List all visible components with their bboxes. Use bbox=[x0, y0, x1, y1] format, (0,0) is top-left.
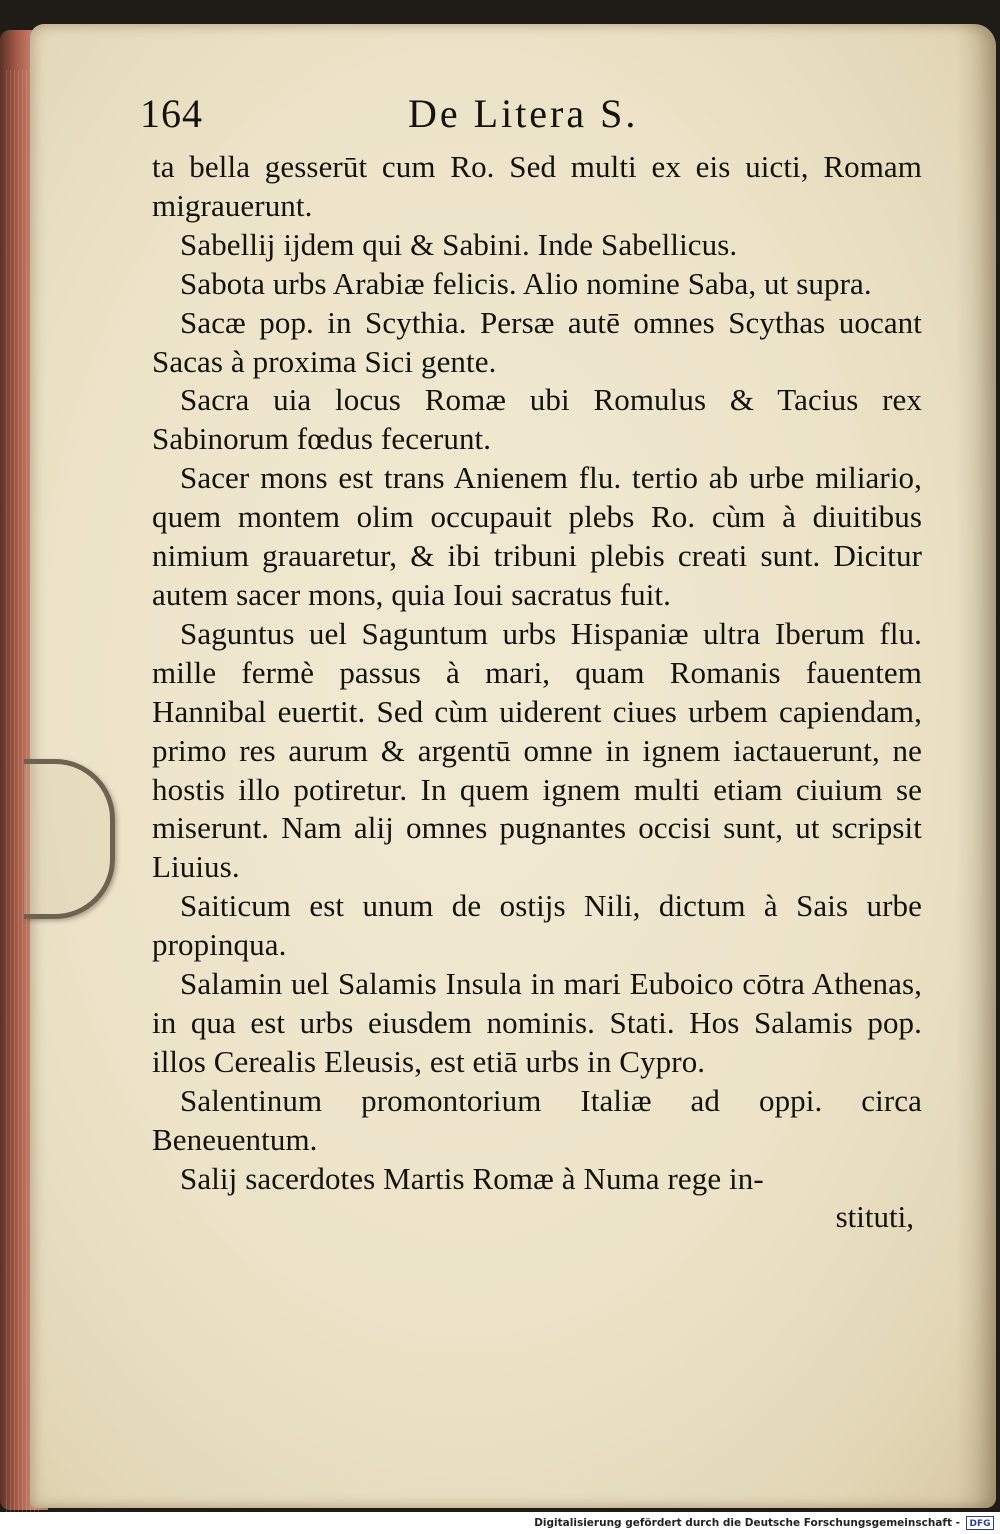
entry-salij: Salij sacerdotes Martis Romæ à Numa rege in- bbox=[180, 1160, 764, 1196]
entry-continuation: ta bella gesserūt cum Ro. Sed multi ex eis uicti, Romam migrauerunt. bbox=[152, 149, 922, 223]
page-gutter-shadow bbox=[956, 24, 996, 1508]
entry-salentinum: Salentinum promontorium Italiæ ad oppi. circa Beneuentum. bbox=[152, 1082, 922, 1157]
entry-salamin: Salamin uel Salamis Insula in mari Euboico cōtra Athenas, in qua est urbs eiusdem nominis. Stati. Hos Salamis pop. illos Cerealis Eleusis, est etiā urbs in Cypro. bbox=[152, 966, 922, 1079]
book-clasp bbox=[24, 759, 115, 919]
catchword: stituti, bbox=[835, 1199, 914, 1235]
running-head bbox=[140, 90, 922, 148]
entry-sabota: Sabota urbs Arabiæ felicis. Alio nomine Saba, ut supra. bbox=[180, 265, 872, 301]
running-head-title: De Litera S. bbox=[408, 91, 639, 136]
entry-saguntus: Saguntus uel Saguntum urbs Hispaniæ ultra Iberum flu. mille fermè passus à mari, quam Romanis fauentem Hannibal euertit. Sed cùm uiderent ciues urbem capiendam, primo res aurum & argentū omne in ignem iactauerunt, ne hostis illo potiretur. In quem ignem multi etiam ciuium se miserunt. Nam alij omnes pugnantes occisi sunt, ut scripsit Liuius. bbox=[152, 615, 922, 885]
entry-sacra-uia: Sacra uia locus Romæ ubi Romulus & Tacius rex Sabinorum fœdus fecerunt. bbox=[152, 382, 922, 457]
page-content bbox=[140, 90, 922, 1237]
text-body bbox=[152, 148, 922, 1198]
entry-sacae: Sacæ pop. in Scythia. Persæ autē omnes Scythas uocant Sacas à proxima Sici gente. bbox=[152, 304, 922, 379]
funding-footer bbox=[0, 1512, 1000, 1534]
funding-notice: Digitalisierung gefördert durch die Deutsche Forschungsgemeinschaft - bbox=[534, 1517, 960, 1529]
entry-sabellij: Sabellij ijdem qui & Sabini. Inde Sabellicus. bbox=[180, 226, 738, 262]
page-number: 164 bbox=[140, 91, 203, 136]
entry-sacer-mons: Sacer mons est trans Anienem flu. tertio ab urbe miliario, quem montem olim occupauit plebs Ro. cùm à diuitibus nimium grauaretur, & ibi tribuni plebis creati sunt. Dicitur autem sacer mons, quia Ioui sacratus fuit. bbox=[152, 460, 922, 612]
dfg-logo-icon: DFG bbox=[966, 1516, 994, 1530]
entry-saiticum: Saiticum est unum de ostijs Nili, dictum à Sais urbe propinqua. bbox=[152, 888, 922, 963]
